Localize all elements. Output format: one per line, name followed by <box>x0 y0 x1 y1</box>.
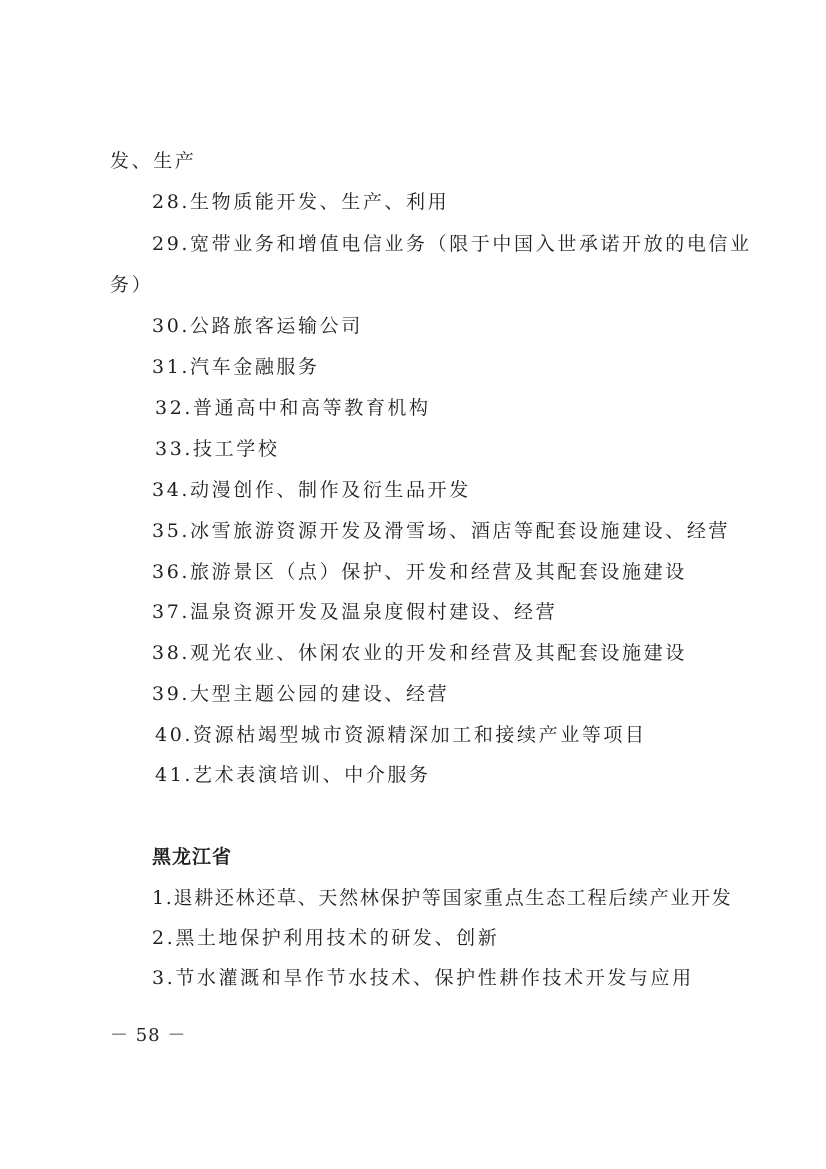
page-number: － 58 － <box>110 1025 187 1046</box>
continuation-line: 发、生产 <box>110 150 197 172</box>
list-item: 41.艺术表演培训、中介服务 <box>155 764 431 786</box>
list-item: 30.公路旅客运输公司 <box>152 315 363 337</box>
list-item: 34.动漫创作、制作及衍生品开发 <box>152 479 471 501</box>
list-item: 2.黑土地保护利用技术的研发、创新 <box>152 927 500 949</box>
list-item: 31.汽车金融服务 <box>152 356 320 378</box>
list-item: 35.冰雪旅游资源开发及滑雪场、酒店等配套设施建设、经营 <box>152 520 731 542</box>
list-item: 37.温泉资源开发及温泉度假村建设、经营 <box>152 601 558 623</box>
list-item-continuation: 务） <box>110 274 154 296</box>
list-item: 40.资源枯竭型城市资源精深加工和接续产业等项目 <box>155 724 647 746</box>
list-item: 33.技工学校 <box>155 438 280 460</box>
list-item: 3.节水灌溉和旱作节水技术、保护性耕作技术开发与应用 <box>152 967 694 989</box>
list-item: 36.旅游景区（点）保护、开发和经营及其配套设施建设 <box>152 561 687 583</box>
list-item: 29.宽带业务和增值电信业务（限于中国入世承诺开放的电信业 <box>152 233 752 255</box>
list-item: 1.退耕还林还草、天然林保护等国家重点生态工程后续产业开发 <box>152 887 733 909</box>
list-item: 38.观光农业、休闲农业的开发和经营及其配套设施建设 <box>152 642 687 664</box>
province-heading: 黑龙江省 <box>152 846 233 868</box>
list-item: 39.大型主题公园的建设、经营 <box>152 683 450 705</box>
list-item: 32.普通高中和高等教育机构 <box>155 397 431 419</box>
list-item: 28.生物质能开发、生产、利用 <box>152 191 450 213</box>
